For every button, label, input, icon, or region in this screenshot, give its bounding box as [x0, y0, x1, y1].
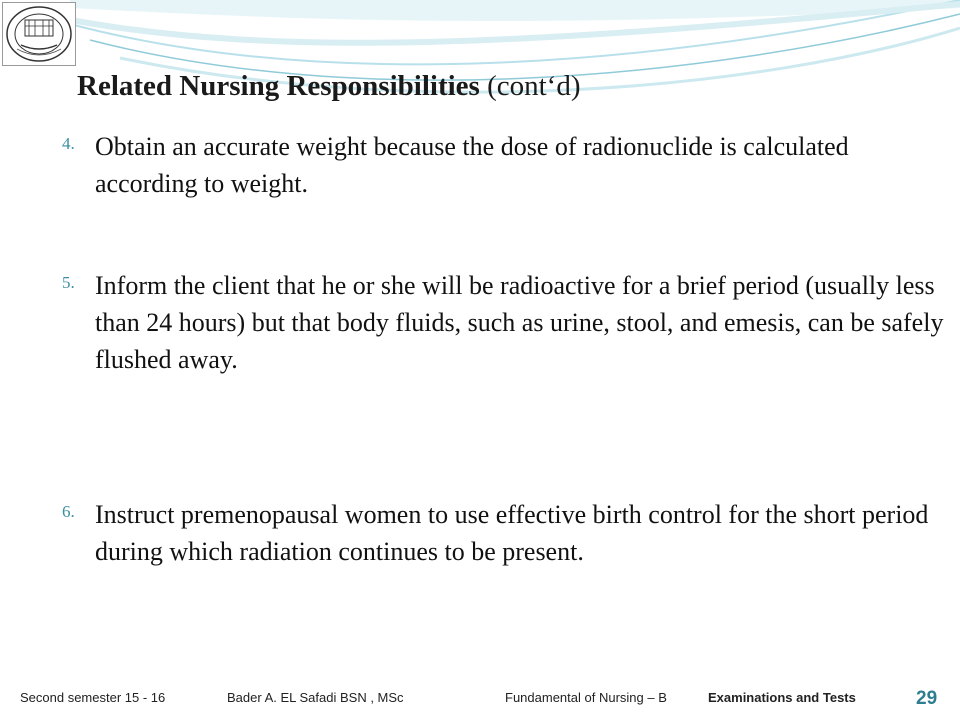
list-item-number: 5. [62, 273, 75, 292]
footer-author: Bader A. EL Safadi BSN , MSc [227, 690, 404, 705]
header-swoosh-decoration [0, 0, 960, 130]
footer-semester: Second semester 15 - 16 [20, 690, 166, 705]
list-item-text: Instruct premenopausal women to use effective birth control for the short period during which radiation continues to be present. [95, 500, 929, 566]
slide-title [77, 70, 580, 103]
list-item-text: Inform the client that he or she will be radioactive for a brief period (usually less than 24 hours) but that body fluids, such as urine, stool, and emesis, can be safely flushed away. [95, 271, 944, 374]
list-item-text: Obtain an accurate weight because the dose of radionuclide is calculated according to weight. [95, 132, 849, 198]
title-main: Related Nursing Responsibilities [77, 70, 480, 102]
page-number: 29 [916, 688, 938, 709]
university-seal-logo [2, 2, 76, 66]
list-item-number: 6. [62, 502, 75, 521]
list-item-number: 4. [62, 134, 75, 153]
title-suffix: (cont‘d) [487, 70, 581, 102]
footer-course: Fundamental of Nursing – B [505, 690, 667, 705]
footer-topic: Examinations and Tests [708, 690, 856, 705]
